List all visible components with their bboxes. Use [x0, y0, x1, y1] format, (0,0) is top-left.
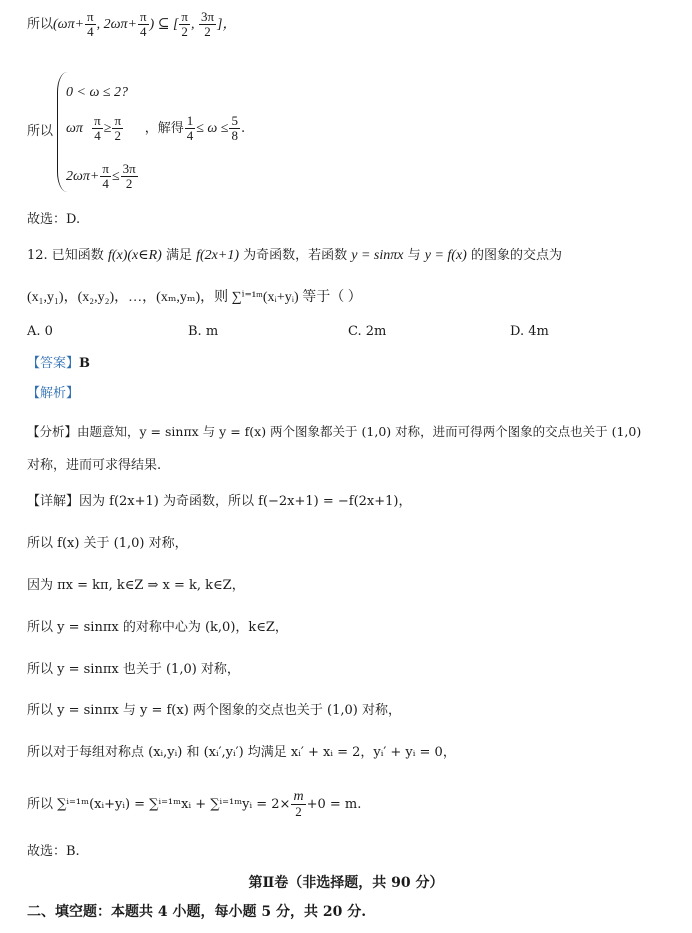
step-3: 所以 y = sinπx 的对称中心为 (k,0)，k∈Z，: [27, 620, 288, 635]
step-1: 所以 f(x) 关于 (1,0) 对称，: [27, 536, 188, 551]
system-row-2: ωπ $\frac{\pi}{4}$ ≥ $\frac{\pi}{2}$ ，解得 $\frac{1}{4}$ ≤ ω ≤ $\frac{5}{8}$ .: [66, 113, 246, 143]
answer-tag: 【答案】: [27, 356, 80, 371]
fenxi-line-1: 【分析】由题意知，y = sinπx 与 y = f(x) 两个图象都关于 (1,0) 对称，进而可得两个图象的交点也关于 (1,0): [27, 424, 642, 439]
system-prefix: 所以: [27, 124, 54, 139]
line-subset-condition: 所以(ωπ+ $\frac{\pi}{4}$ , 2ωπ+ $\frac{\pi}{4}$ ) ⊆ [ $\frac{\pi}{2}$ , $\frac{3\pi}{2}$ ]，: [27, 9, 237, 39]
analysis-tag: 【解析】: [27, 386, 80, 401]
option-a: A. 0: [27, 324, 53, 339]
question-12-line-2: (x₁,y₁)，(x₂,y₂)，…，(xₘ,yₘ)，则 ∑ⁱ⁼¹ᵐ(xᵢ+yᵢ) 等于（ ）: [27, 290, 362, 305]
step-6: 所以对于每组对称点 (xᵢ,yᵢ) 和 (xᵢ′,yᵢ′) 均满足 xᵢ′ + xᵢ = 2，yᵢ′ + yᵢ = 0，: [27, 745, 456, 760]
step-4: 所以 y = sinπx 也关于 (1,0) 对称，: [27, 662, 240, 677]
answer-value: B: [79, 356, 91, 371]
section-subtitle: 二、填空题：本题共 4 小题，每小题 5 分，共 20 分.: [27, 904, 367, 920]
system-row-1: 0 < ω ≤ 2?: [66, 85, 129, 100]
choose-d: 故选：D.: [27, 212, 81, 227]
section-title: 第Ⅱ卷（非选择题，共 90 分）: [248, 875, 444, 891]
system-row-3: 2ωπ+ $\frac{\pi}{4}$ ≤ $\frac{3\pi}{2}$: [66, 161, 136, 191]
step-2: 因为 πx = kπ, k∈Z ⇒ x = k, k∈Z，: [27, 578, 245, 593]
option-d: D. 4m: [510, 324, 549, 339]
option-b: B. m: [188, 324, 219, 339]
fenxi-line-2: 对称，进而可求得结果.: [27, 458, 162, 473]
answer-line: [27, 354, 90, 374]
question-12-line-1: 12. 已知函数 f(x)(x∈R) 满足 f(2x+1) 为奇函数，若函数 y = sinπx 与 y = f(x) 的图象的交点为: [27, 248, 562, 263]
choose-b: 故选：B.: [27, 844, 80, 859]
xiangjie-line: 【详解】因为 f(2x+1) 为奇函数，所以 f(−2x+1) = −f(2x+1)，: [27, 494, 412, 509]
step-5: 所以 y = sinπx 与 y = f(x) 两个图象的交点也关于 (1,0) 对称，: [27, 703, 401, 718]
option-c: C. 2m: [348, 324, 387, 339]
step-7: 所以 ∑ⁱ⁼¹ᵐ(xᵢ+yᵢ) = ∑ⁱ⁼¹ᵐxᵢ + ∑ⁱ⁼¹ᵐyᵢ = 2× $\frac{m}{2}$ +0 = m.: [27, 789, 362, 819]
